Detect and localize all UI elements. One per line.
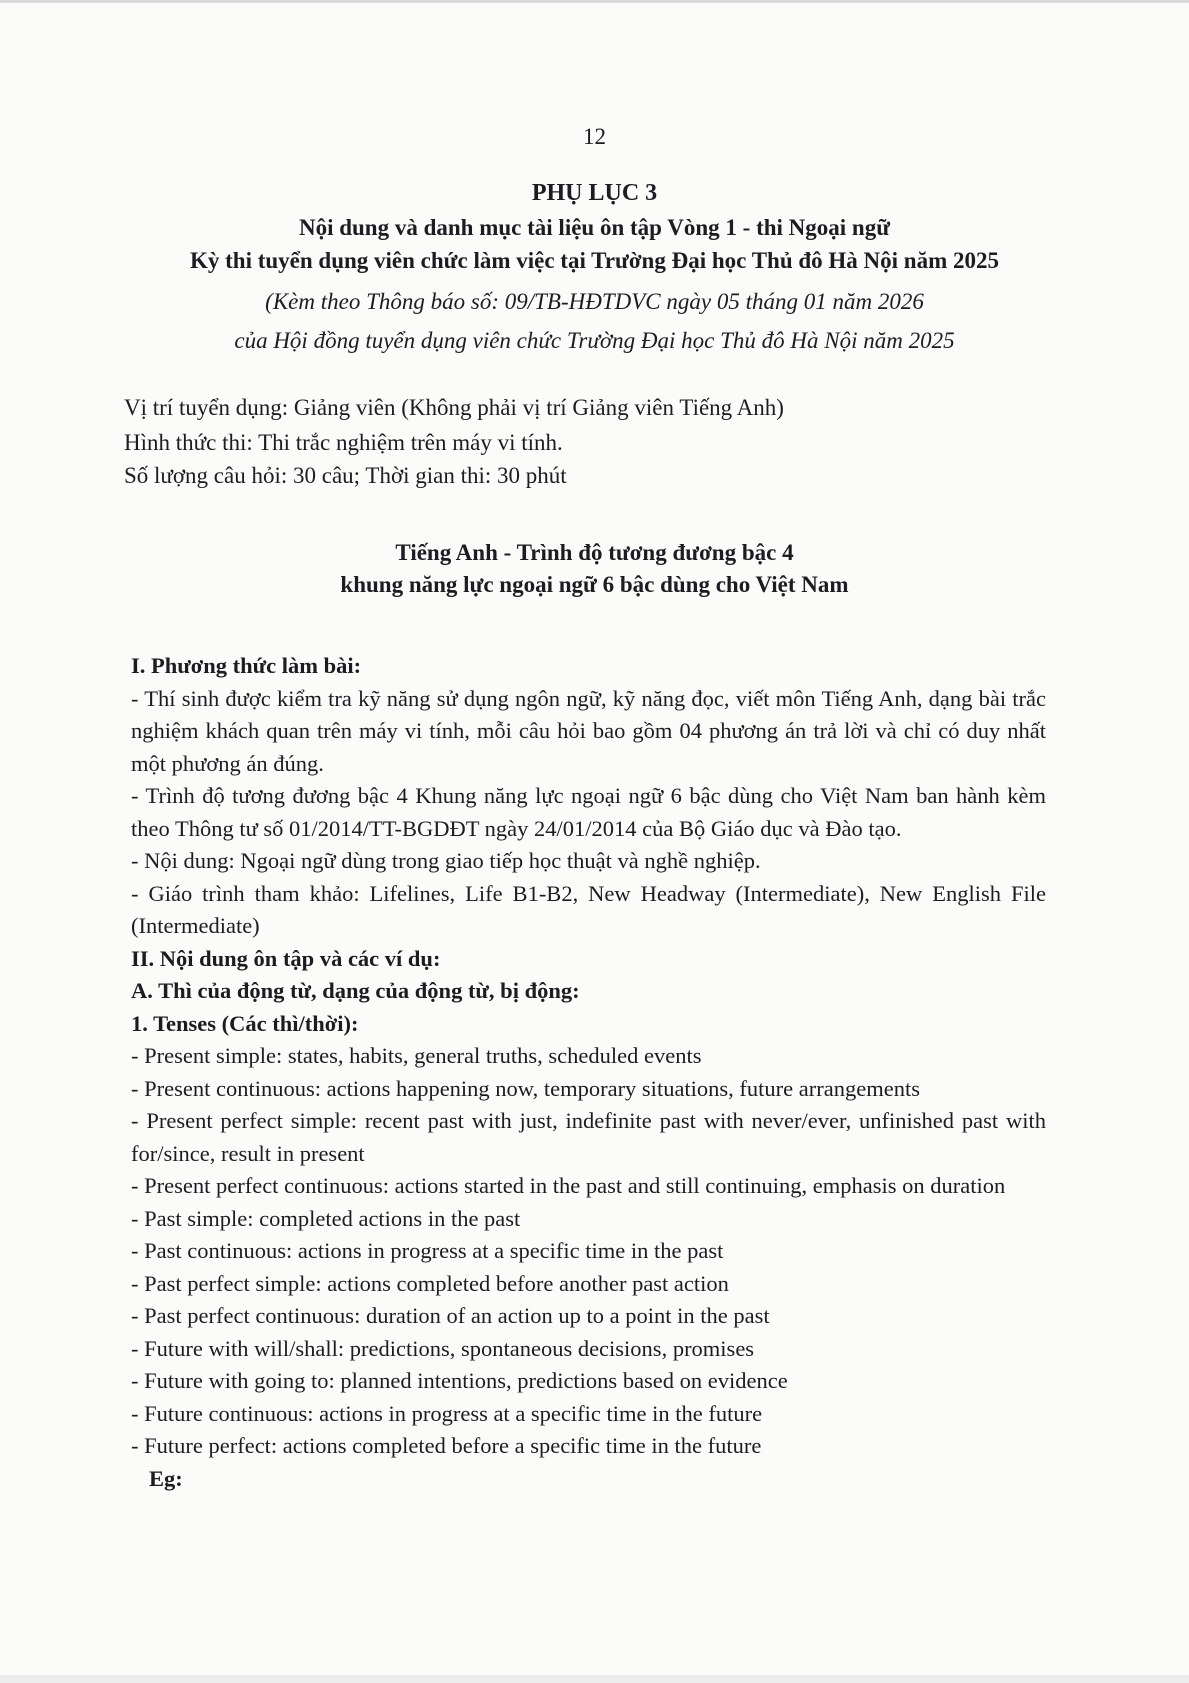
tense-item: - Present continuous: actions happening now, temporary situations, future arrangements: [131, 1075, 920, 1101]
section-1-paragraph: - Giáo trình tham khảo: Lifelines, Life B1-B2, New Headway (Intermediate), New English File (Intermediate): [131, 880, 1046, 938]
document-title-line-1: Nội dung và danh mục tài liệu ôn tập Vòng 1 - thi Ngoại ngữ: [298, 215, 891, 240]
attachment-note-line-1: (Kèm theo Thông báo số: 09/TB-HĐTDVC ngày 05 tháng 01 năm 2026: [265, 289, 924, 314]
tense-item: - Past continuous: actions in progress at a specific time in the past: [131, 1238, 724, 1263]
tense-item: - Past perfect continuous: duration of an action up to a point in the past: [131, 1303, 770, 1328]
question-count-info: Số lượng câu hỏi: 30 câu; Thời gian thi: 30 phút: [124, 463, 567, 488]
tenses-heading: 1. Tenses (Các thì/thời):: [131, 1010, 359, 1036]
subject-title-line-2: khung năng lực ngoại ngữ 6 bậc dùng cho Việt Nam: [340, 572, 849, 597]
document-title-line-2: Kỳ thi tuyển dụng viên chức làm việc tại Trường Đại học Thủ đô Hà Nội năm 2025: [189, 248, 999, 273]
section-1-paragraph: - Nội dung: Ngoại ngữ dùng trong giao tiếp học thuật và nghề nghiệp.: [131, 848, 761, 873]
exam-format-info: Hình thức thi: Thi trắc nghiệm trên máy vi tính.: [124, 430, 563, 455]
tense-item: - Past perfect simple: actions completed before another past action: [131, 1270, 729, 1296]
document-body: [131, 650, 1046, 1495]
tense-item: - Present perfect continuous: actions started in the past and still continuing, emphasis on duration: [131, 1173, 1006, 1198]
tense-item: - Future with will/shall: predictions, spontaneous decisions, promises: [131, 1335, 755, 1361]
page-number: 12: [583, 124, 606, 149]
section-1-paragraph: - Thí sinh được kiểm tra kỹ năng sử dụng ngôn ngữ, kỹ năng đọc, viết môn Tiếng Anh, dạng bài trắc nghiệm khách quan trên máy vi tính, mỗi câu hỏi bao gồm 04 phương án trả lời và chỉ có duy nhất một phương án đúng.: [131, 685, 1046, 776]
tense-item: - Past simple: completed actions in the past: [131, 1205, 521, 1231]
section-1-paragraph: - Trình độ tương đương bậc 4 Khung năng lực ngoại ngữ 6 bậc dùng cho Việt Nam ban hành kèm theo Thông tư số 01/2014/TT-BGDĐT ngày 24/01/2014 của Bộ Giáo dục và Đào tạo.: [131, 783, 1046, 841]
tense-item: - Future continuous: actions in progress at a specific time in the future: [131, 1400, 763, 1426]
section-2-heading: II. Nội dung ôn tập và các ví dụ:: [131, 945, 441, 971]
appendix-title: PHỤ LỤC 3: [531, 180, 658, 206]
example-label: Eg:: [149, 1465, 183, 1491]
tense-item: - Present perfect simple: recent past with just, indefinite past with never/ever, unfinished past with for/since, result in present: [131, 1108, 1046, 1166]
position-info: Vị trí tuyển dụng: Giảng viên (Không phải vị trí Giảng viên Tiếng Anh): [124, 395, 784, 420]
scan-top-edge: [0, 0, 1189, 3]
section-1-heading: I. Phương thức làm bài:: [131, 653, 362, 678]
tense-item: - Future perfect: actions completed before a specific time in the future: [131, 1433, 762, 1458]
tense-item: - Present simple: states, habits, general truths, scheduled events: [131, 1043, 702, 1068]
section-2-subheading: A. Thì của động từ, dạng của động từ, bị động:: [131, 978, 580, 1003]
subject-title-line-1: Tiếng Anh - Trình độ tương đương bậc 4: [395, 540, 794, 565]
attachment-note-line-2: của Hội đồng tuyển dụng viên chức Trường Đại học Thủ đô Hà Nội năm 2025: [234, 328, 955, 353]
tense-item: - Future with going to: planned intentions, predictions based on evidence: [131, 1368, 788, 1393]
scan-bottom-edge: [0, 1675, 1189, 1683]
